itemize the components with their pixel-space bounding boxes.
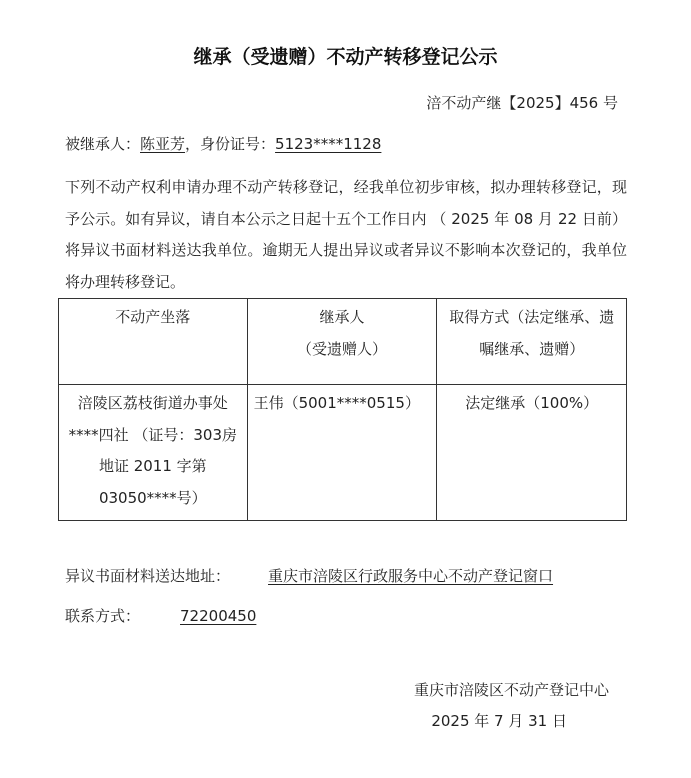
page-title: 继承（受遗赠）不动产转移登记公示 bbox=[193, 46, 498, 68]
cell-method: 法定继承（100%） bbox=[437, 385, 627, 521]
contact-info bbox=[65, 605, 256, 626]
decedent-line bbox=[65, 133, 381, 154]
notice-body: 下列不动产权利申请办理不动产转移登记，经我单位初步审核，拟办理转移登记，现予公示。如有异议，请自本公示之日起十五个工作日内 （ 2025 年 08 月 22 日前）将异议书面材料送达我单位。逾期无人提出异议或者异议不影响本次登记的，我单位将办理转移登记。 bbox=[65, 178, 627, 291]
decedent-id-number: 5123****1128 bbox=[275, 135, 382, 153]
cell-heir: 王伟（5001****0515） bbox=[247, 385, 437, 521]
header-heir bbox=[247, 299, 437, 385]
address-label: 异议书面材料送达地址： bbox=[65, 567, 231, 585]
document-number: 涪不动产继【2025】456 号 bbox=[426, 94, 618, 112]
decedent-name: 陈亚芳 bbox=[140, 135, 186, 153]
table-header-row bbox=[59, 299, 627, 385]
contact-value: 72200450 bbox=[180, 607, 257, 625]
decedent-label: 被继承人： bbox=[65, 135, 141, 153]
id-label: ，身份证号： bbox=[185, 135, 276, 153]
cell-location: 涪陵区荔枝街道办事处****四社 （证号：303房地证 2011 字第03050****号） bbox=[59, 385, 248, 521]
address-value: 重庆市涪陵区行政服务中心不动产登记窗口 bbox=[268, 567, 554, 585]
contact-label: 联系方式： bbox=[65, 607, 141, 625]
header-heir-line1: 继承人 bbox=[319, 308, 365, 326]
table-row bbox=[59, 385, 627, 521]
header-location: 不动产坐落 bbox=[59, 299, 248, 385]
header-heir-line2: （受遗赠人） bbox=[297, 339, 388, 358]
issue-date: 2025 年 7 月 31 日 bbox=[431, 712, 567, 730]
issuing-organization: 重庆市涪陵区不动产登记中心 bbox=[413, 681, 609, 699]
property-table bbox=[58, 298, 627, 521]
objection-address bbox=[65, 565, 553, 586]
header-method: 取得方式（法定继承、遗嘱继承、遗赠） bbox=[437, 299, 627, 385]
